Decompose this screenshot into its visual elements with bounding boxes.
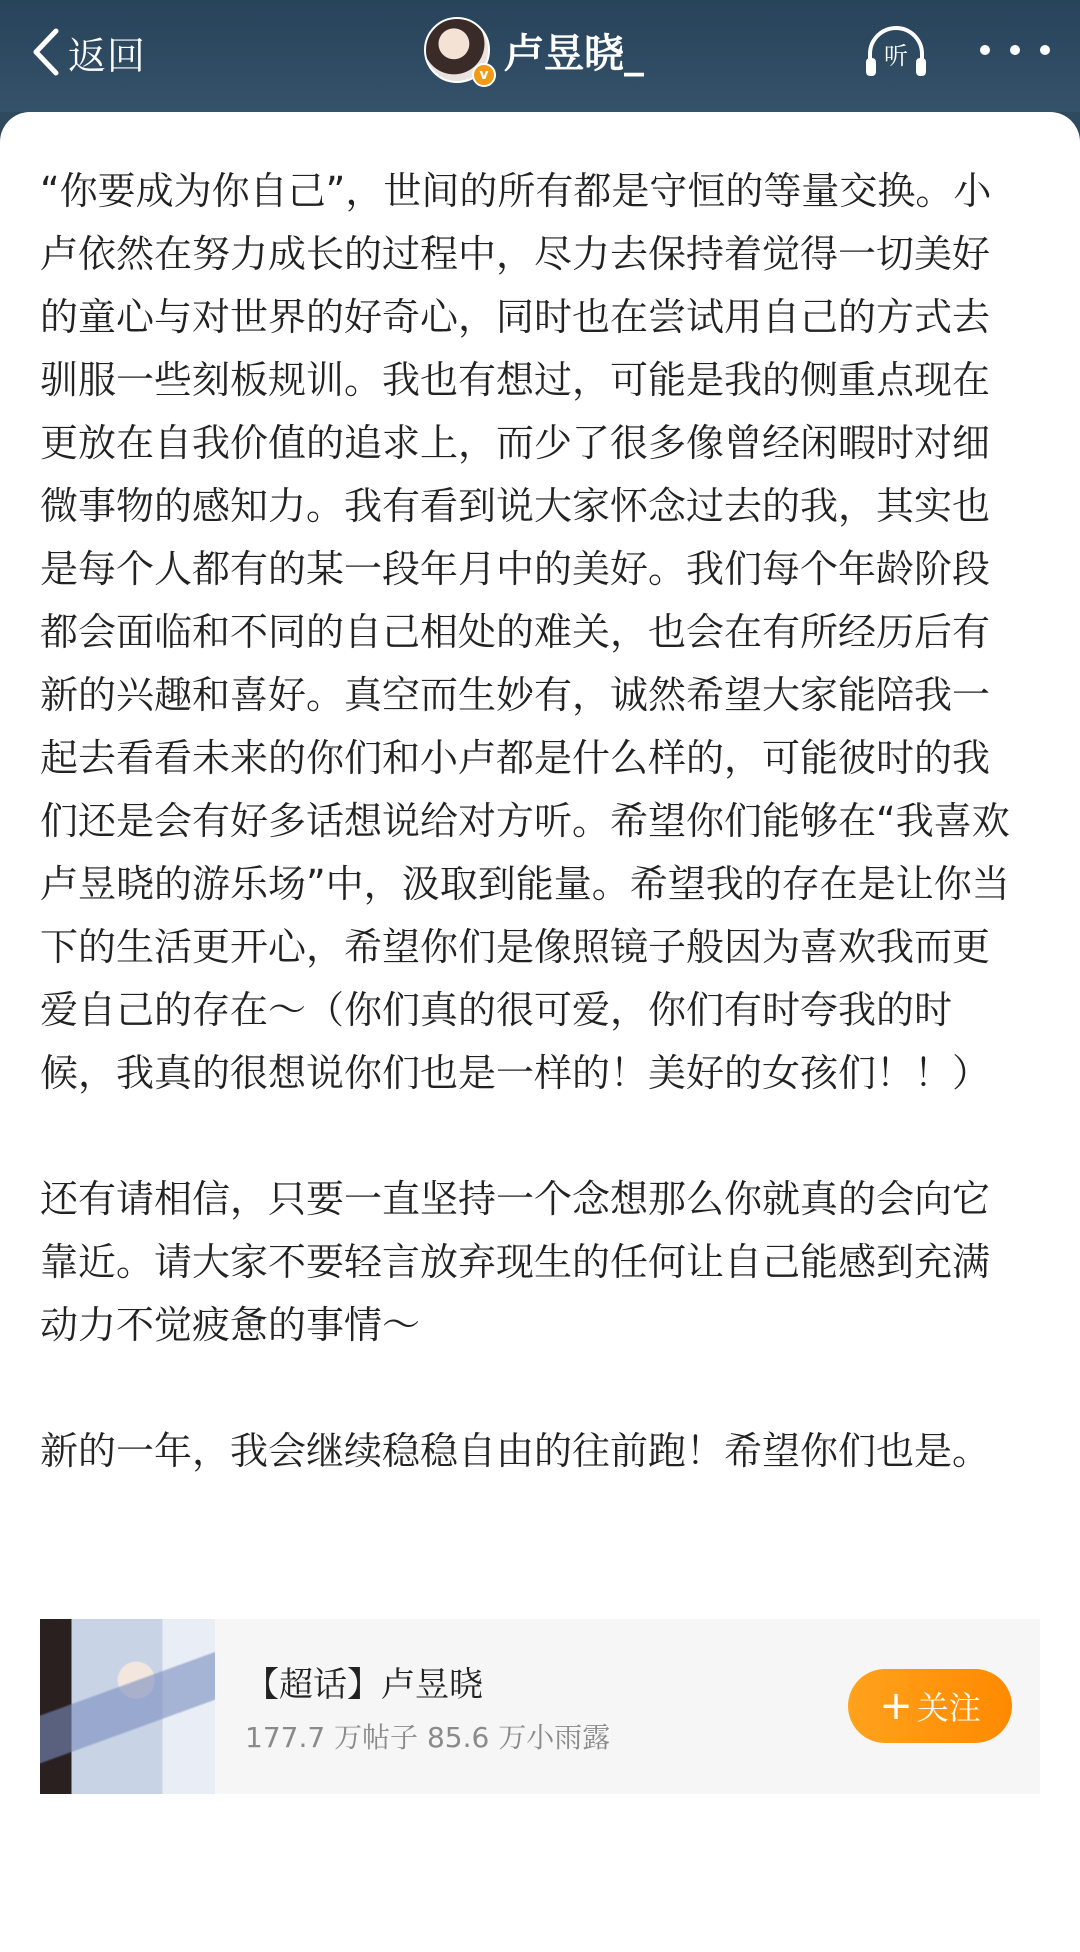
more-icon-dot (1010, 45, 1020, 55)
post-content (40, 160, 1015, 1483)
paragraph-gap (40, 1357, 1015, 1420)
post-paragraph: 新的一年，我会继续稳稳自由的往前跑！希望你们也是。 (40, 1429, 991, 1473)
plus-icon: + (879, 1683, 913, 1729)
paragraph-gap (40, 1105, 1015, 1168)
post-paragraph: “你要成为你自己”，世间的所有都是守恒的等量交换。小卢依然在努力成长的过程中，尽力去保持着觉得一切美好的童心与对世界的好奇心，同时也在尝试用自己的方式去驯服一些刻板规训。我也有想过，可能是我的侧重点现在更放在自我价值的追求上，而少了很多像曾经闲暇时对细微事物的感知力。我有看到说大家怀念过去的我，其实也是每个人都有的某一段年月中的美好。我们每个年龄阶段都会面临和不同的自己相处的难关，也会在有所经历后有新的兴趣和喜好。真空而生妙有，诚然希望大家能陪我一起去看看未来的你们和小卢都是什么样的，可能彼时的我们还是会有好多话想说给对方听。希望你们能够在“我喜欢卢昱晓的游乐场”中，汲取到能量。希望我的存在是让你当下的生活更开心，希望你们是像照镜子般因为喜欢我而更爱自己的存在～（你们真的很可爱，你们有时夸我的时候，我真的很想说你们也是一样的！美好的女孩们！！） (40, 169, 1010, 1095)
follow-label: 关注 (916, 1689, 981, 1727)
verified-badge: v (472, 63, 496, 87)
top-navigation-bar (0, 0, 1080, 112)
username[interactable]: 卢昱晓_ (504, 30, 644, 77)
listen-label: 听 (884, 42, 908, 70)
topic-title: 【超话】卢昱晓 (245, 1665, 483, 1705)
chevron-left-icon (28, 25, 62, 79)
profile-header[interactable] (424, 14, 644, 86)
post-paragraph: 还有请相信，只要一直坚持一个念想那么你就真的会向它靠近。请大家不要轻言放弃现生的任何让自己能感到充满动力不觉疲惫的事情～ (40, 1177, 991, 1347)
topic-stats: 177.7 万帖子 85.6 万小雨露 (245, 1721, 611, 1754)
back-button[interactable] (28, 22, 146, 82)
more-icon-dot (1040, 45, 1050, 55)
super-topic-card[interactable] (40, 1619, 1040, 1794)
more-button[interactable] (980, 28, 1050, 72)
avatar-container (424, 17, 490, 83)
follow-button[interactable] (848, 1669, 1012, 1743)
topic-cover-image (40, 1619, 215, 1794)
back-label: 返回 (68, 33, 147, 78)
more-icon (980, 45, 990, 55)
listen-button[interactable] (862, 24, 930, 80)
